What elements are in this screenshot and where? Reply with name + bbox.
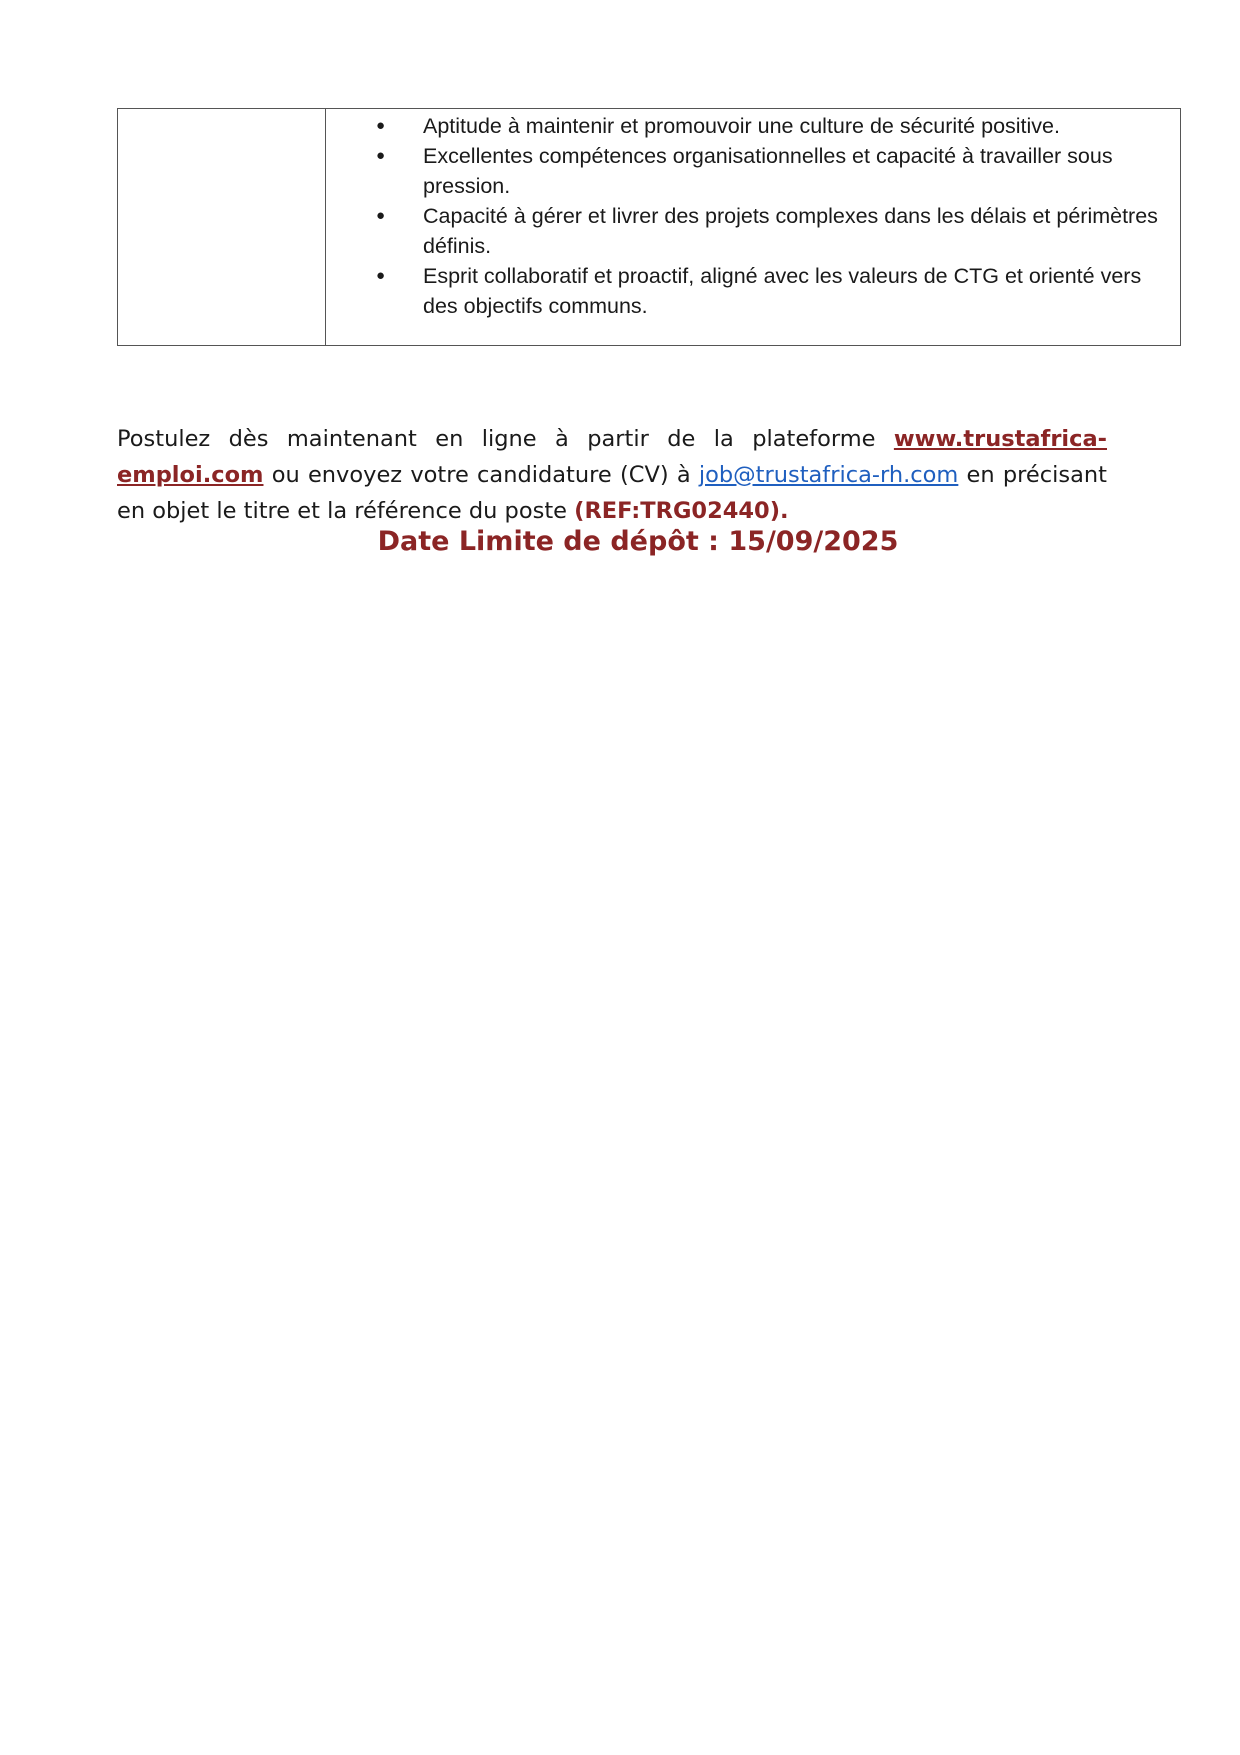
apply-text-middle: ou envoyez votre candidature (CV) à [263, 461, 699, 488]
bullet-icon: ● [376, 147, 386, 164]
platform-link[interactable]: www.trustafrica-emploi.com [117, 425, 1107, 488]
list-item-text: Aptitude à maintenir et promouvoir une culture de sécurité positive. [423, 114, 1060, 138]
bullet-icon: ● [376, 267, 386, 284]
requirements-list [326, 111, 1180, 321]
email-link[interactable]: job@trustafrica-rh.com [698, 461, 959, 488]
list-item [326, 111, 1180, 141]
list-item-text: Capacité à gérer et livrer des projets complexes dans les délais et périmètres définis. [423, 204, 1158, 258]
bullet-icon: ● [376, 117, 386, 134]
deadline-heading: Date Limite de dépôt : 15/09/2025 [377, 526, 899, 557]
apply-text-intro: Postulez dès maintenant en ligne à partir de la plateforme [117, 425, 894, 452]
application-instructions [117, 421, 1107, 529]
bullet-icon: ● [376, 207, 386, 224]
table-empty-cell [118, 109, 326, 345]
list-item [326, 141, 1180, 201]
job-reference: (REF:TRG02440). [574, 497, 789, 524]
list-item [326, 201, 1180, 261]
list-item-text: Esprit collaboratif et proactif, aligné avec les valeurs de CTG et orienté vers des objectifs communs. [423, 264, 1142, 318]
apply-text-end: en précisant en objet le titre et la référence du poste [117, 461, 1107, 524]
requirements-table [117, 108, 1181, 346]
table-requirements-cell [326, 109, 1180, 345]
list-item-text: Excellentes compétences organisationnelles et capacité à travailler sous pression. [423, 144, 1113, 198]
list-item [326, 261, 1180, 321]
